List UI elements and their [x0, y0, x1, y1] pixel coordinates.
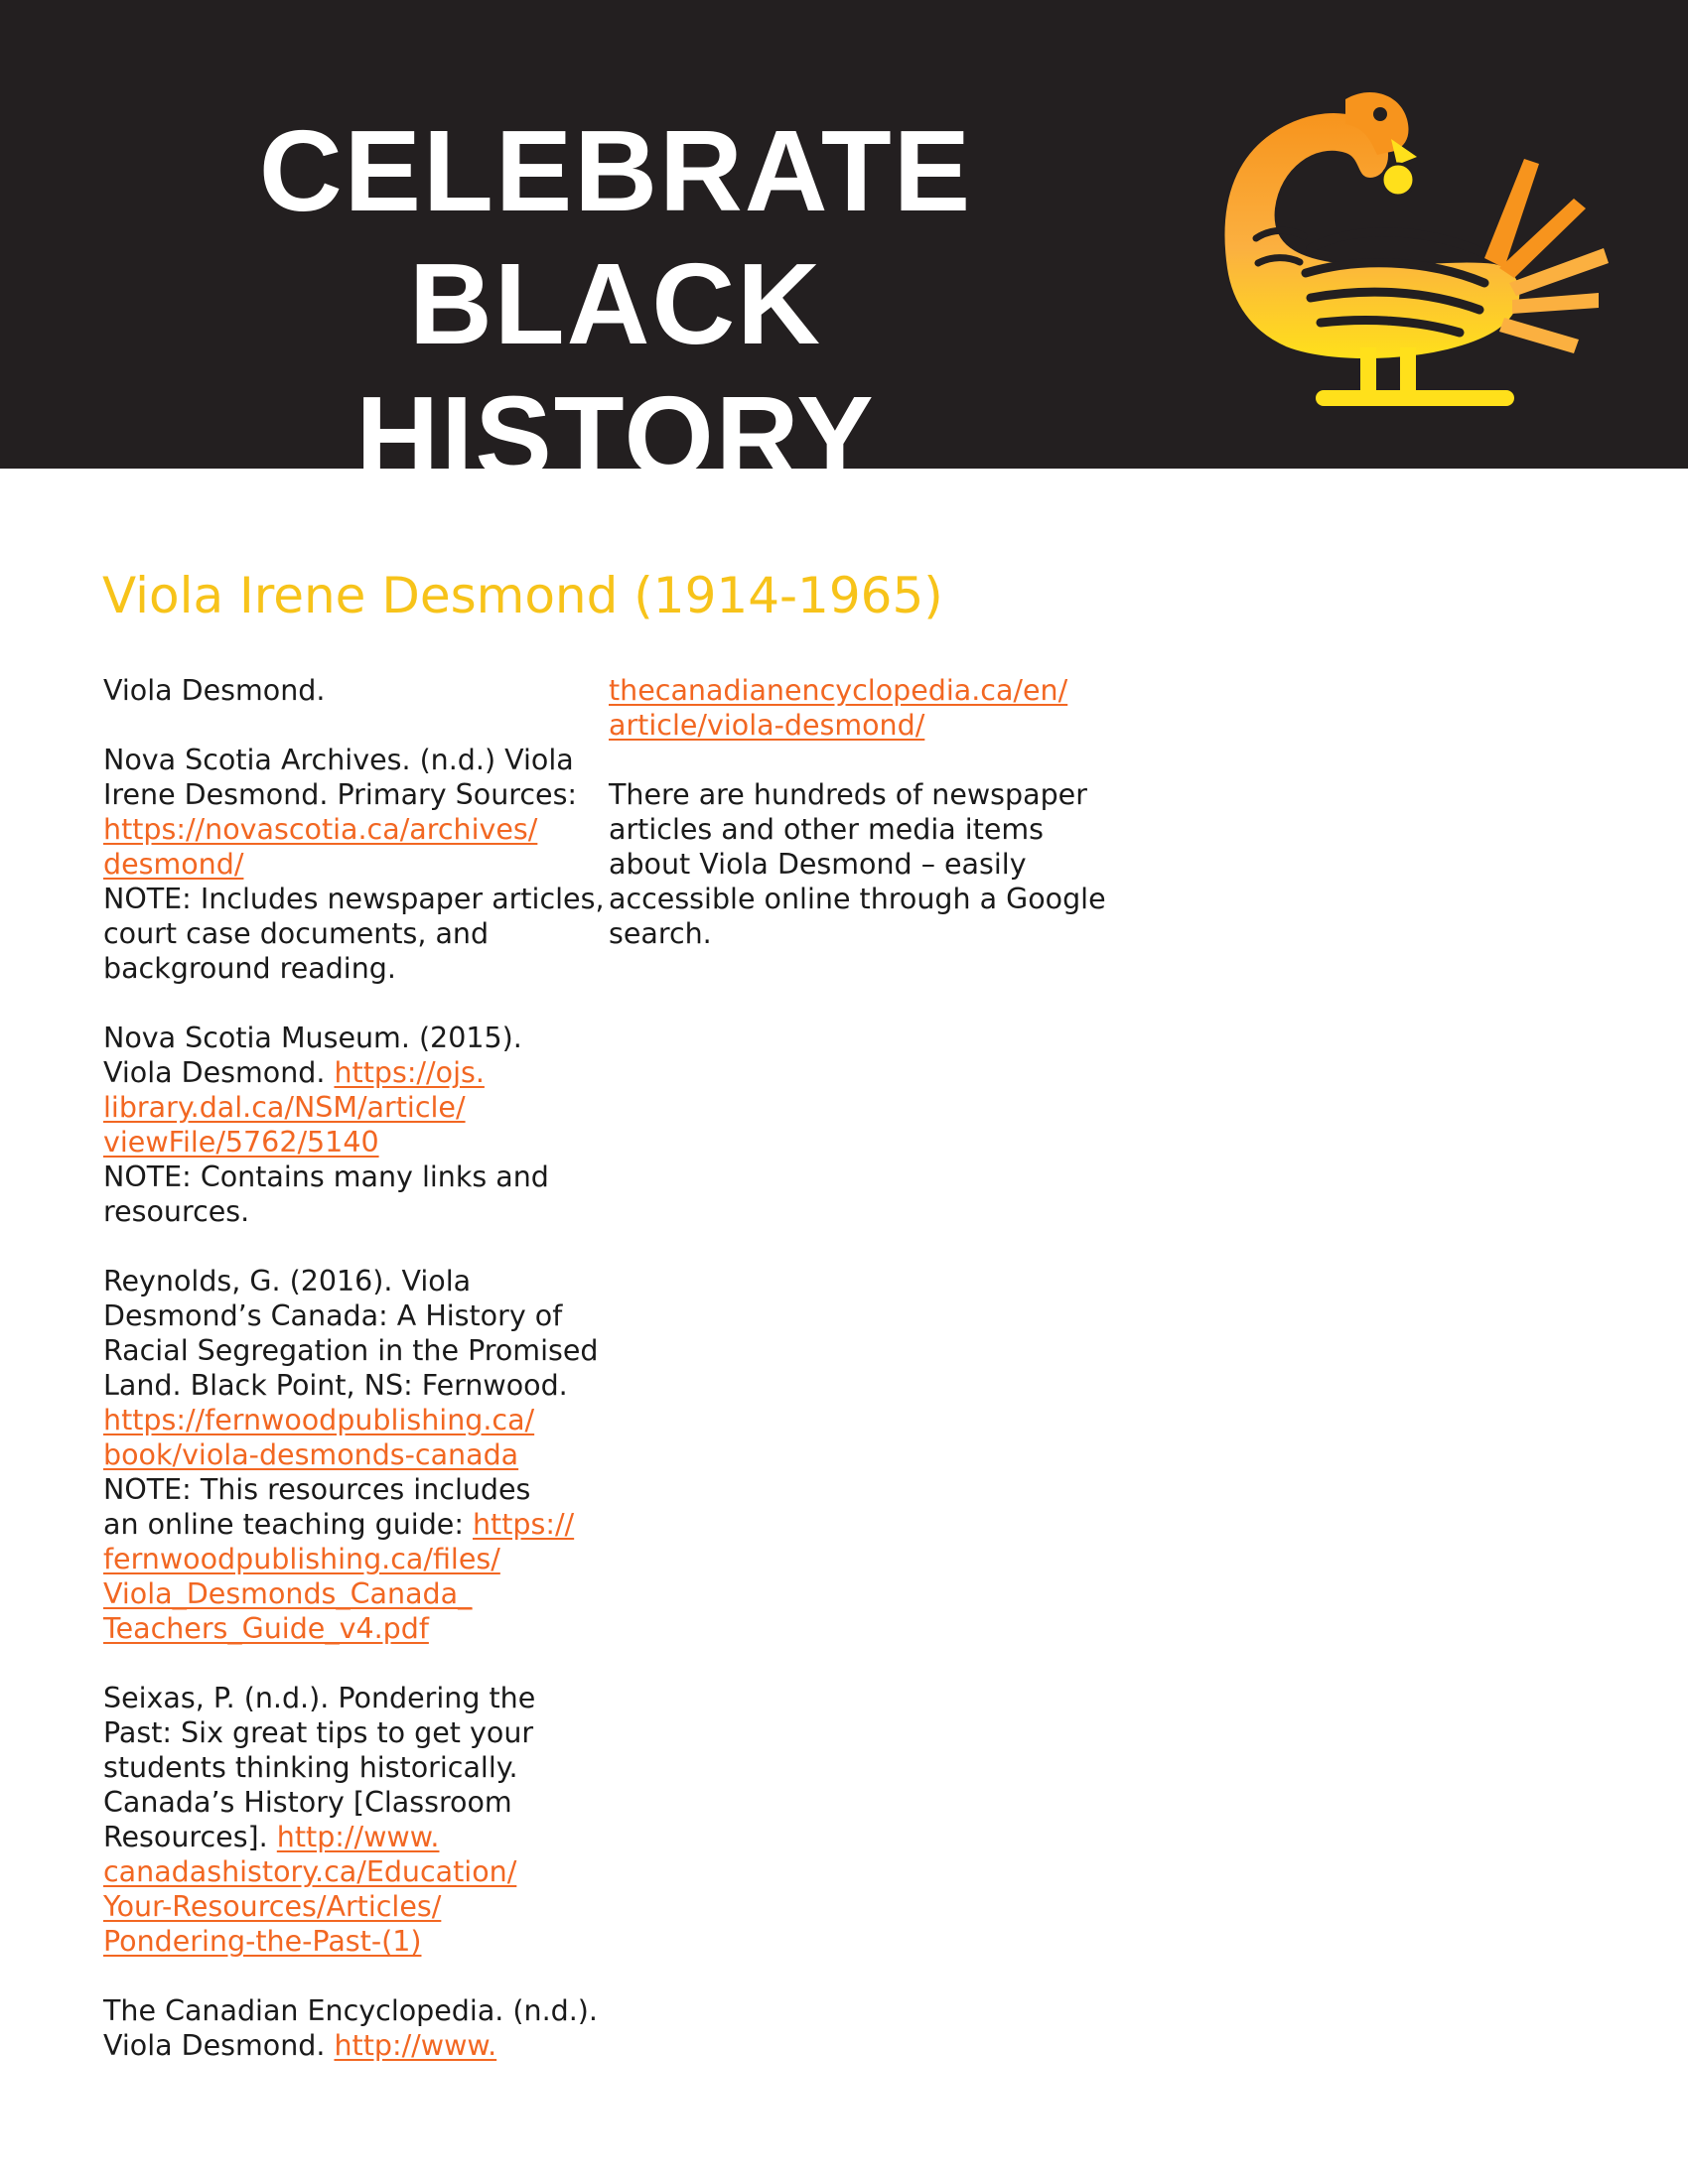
archives-note: NOTE: Includes newspaper articles, court case documents, and background reading.	[103, 883, 605, 985]
banner-title-line-1: CELEBRATE BLACK	[258, 106, 973, 368]
encyclopedia-citation-line-2: Viola Desmond.	[103, 2029, 335, 2062]
reference-encyclopedia-start	[103, 1993, 605, 2063]
intro-text: Viola Desmond.	[103, 674, 326, 707]
header-banner	[0, 0, 1688, 501]
sankofa-bird-icon	[1196, 79, 1643, 417]
reference-encyclopedia-continued	[609, 673, 1125, 743]
banner-title-line-2: HISTORY	[355, 372, 876, 501]
reynolds-note-line-2: an online teaching guide:	[103, 1508, 473, 1541]
reynolds-note-line-1: NOTE: This resources includes	[103, 1473, 531, 1506]
banner-title	[70, 104, 1162, 503]
teaching-guide-link-line-3[interactable]: Viola_Desmonds_Canada_	[103, 1577, 473, 1610]
references-column-left	[103, 673, 605, 2098]
reynolds-citation: Reynolds, G. (2016). Viola Desmond’s Canada: A History of Racial Segregation in the Promised Land. Black Point, NS: Fernwood.	[103, 1265, 599, 1402]
teaching-guide-link-line-4[interactable]: Teachers_Guide_v4.pdf	[103, 1612, 429, 1645]
reynolds-link-line-1[interactable]: https://fernwoodpublishing.ca/	[103, 1404, 535, 1436]
museum-link-line-2[interactable]: library.dal.ca/NSM/article/	[103, 1091, 466, 1124]
museum-note: NOTE: Contains many links and resources.	[103, 1160, 549, 1228]
archives-citation: Nova Scotia Archives. (n.d.) Viola Irene Desmond. Primary Sources:	[103, 744, 578, 811]
seixas-link-line-2[interactable]: canadashistory.ca/Education/	[103, 1855, 517, 1888]
reference-reynolds	[103, 1264, 605, 1646]
museum-citation-line-1: Nova Scotia Museum. (2015).	[103, 1022, 522, 1054]
seixas-link-line-4[interactable]: Pondering-the-Past-(1)	[103, 1925, 422, 1958]
page-title: Viola Irene Desmond (1914-1965)	[102, 567, 943, 624]
teaching-guide-link-line-2[interactable]: fernwoodpublishing.ca/files/	[103, 1543, 500, 1575]
encyclopedia-link-line-3[interactable]: article/viola-desmond/	[609, 709, 925, 742]
museum-link-line-1[interactable]: https://ojs.	[334, 1056, 485, 1089]
archives-link-line-2[interactable]: desmond/	[103, 848, 244, 881]
reference-archives	[103, 743, 605, 986]
encyclopedia-citation-line-1: The Canadian Encyclopedia. (n.d.).	[103, 1994, 598, 2027]
reynolds-link-line-2[interactable]: book/viola-desmonds-canada	[103, 1438, 519, 1471]
reference-seixas	[103, 1681, 605, 1959]
teaching-guide-link-line-1[interactable]: https://	[472, 1508, 575, 1541]
media-note: There are hundreds of newspaper articles and other media items about Viola Desmond – easily accessible online through a Google search.	[609, 778, 1106, 950]
museum-link-line-3[interactable]: viewFile/5762/5140	[103, 1126, 379, 1159]
encyclopedia-link-line-1[interactable]: http://www.	[334, 2029, 497, 2062]
seixas-link-line-3[interactable]: Your-Resources/Articles/	[103, 1890, 442, 1923]
encyclopedia-link-line-2[interactable]: thecanadianencyclopedia.ca/en/	[609, 674, 1068, 707]
reference-museum	[103, 1021, 605, 1229]
seixas-citation: Seixas, P. (n.d.). Pondering the Past: Six great tips to get your students thinking historically. Canada’s History [Classroom Resources].	[103, 1682, 536, 1853]
archives-link-line-1[interactable]: https://novascotia.ca/archives/	[103, 813, 538, 846]
museum-citation-line-2: Viola Desmond.	[103, 1056, 335, 1089]
seixas-link-line-1[interactable]: http://www.	[276, 1821, 440, 1853]
references-column-right	[609, 673, 1125, 986]
